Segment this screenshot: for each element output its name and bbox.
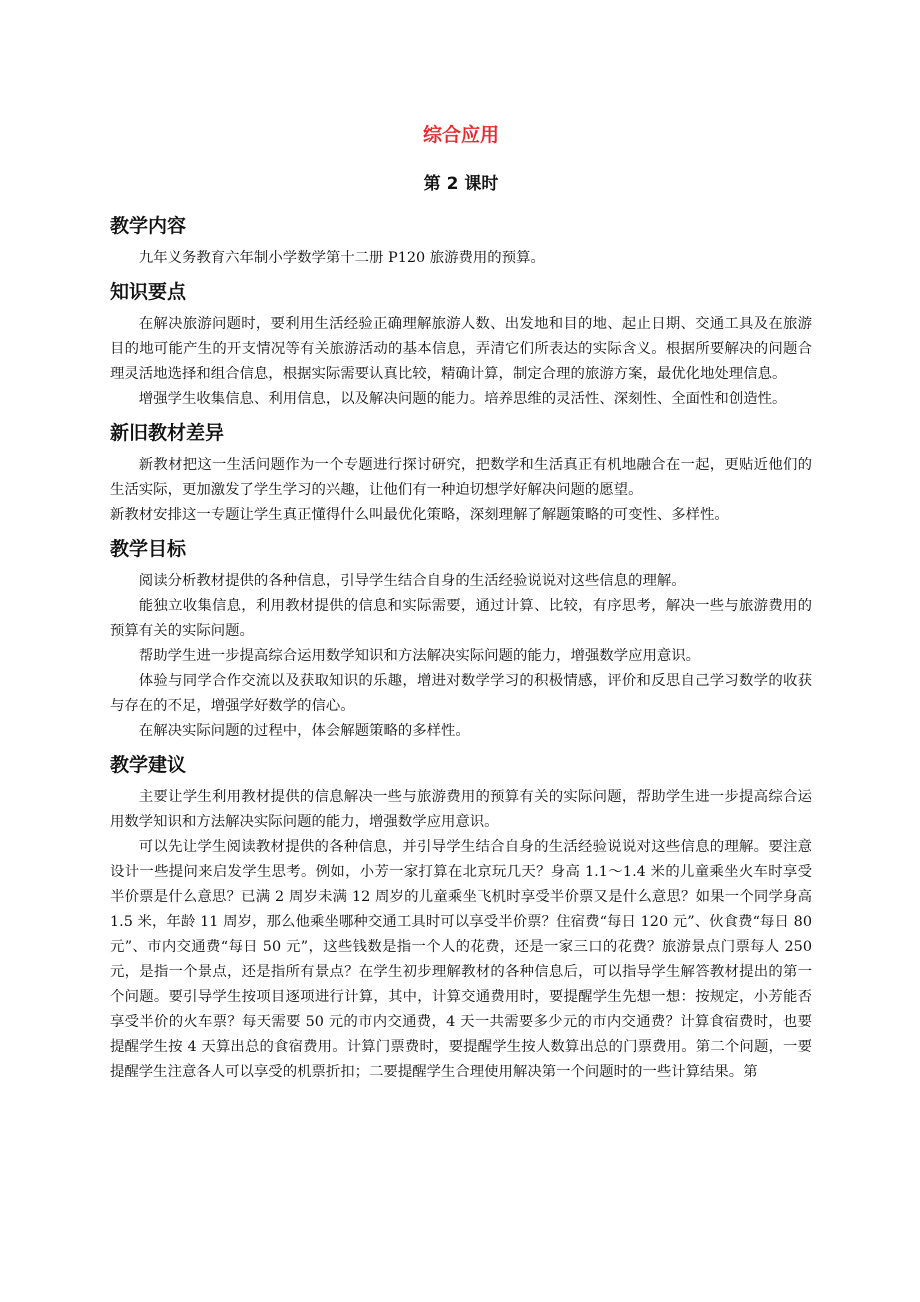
document-page: [110, 118, 812, 1091]
section: [110, 277, 812, 412]
section-heading: 教学内容: [110, 215, 187, 237]
body-paragraph: 在解决实际问题的过程中，体会解题策略的多样性。: [138, 723, 470, 739]
section: [110, 418, 812, 528]
document-title: 综合应用: [422, 124, 499, 146]
body-paragraph: 阅读分析教材提供的各种信息，引导学生结合自身的生活经验说说对这些信息的理解。: [138, 573, 686, 589]
body-paragraph: 可以先让学生阅读教材提供的各种信息，并引导学生结合自身的生活经验说说对这些信息的理解。要注意设计一些提问来启发学生思考。例如，小芳一家打算在北京玩几天？身高 1.1～1.4 米的儿童乘坐火车时享受半价票是什么意思？已满 2 周岁未满 12 周岁的儿童乘坐飞机时享受半价票又是什么意思？如果一个同学身高 1.5 米，年龄 11 周岁，那么他乘坐哪种交通工具时可以享受半价票？住宿费“每日 120 元”、伙食费“每日 80 元”、市内交通费“每日 50 元”，这些钱数是指一个人的花费，还是一家三口的花费？旅游景点门票每人 250 元，是指一个景点，还是指所有景点？在学生初步理解教材的各种信息后，可以指导学生解答教材提出的第一个问题。要引导学生按项目逐项进行计算，其中，计算交通费用时，要提醒学生先想一想：按规定，小芳能否享受半价的火车票？每天需要 50 元的市内交通费，4 天一共需要多少元的市内交通费？计算食宿费时，也要提醒学生按 4 天算出总的食宿费用。计算门票费时，要提醒学生按人数算出总的门票费用。第二个问题，一要提醒学生注意各人可以享受的机票折扣；二要提醒学生合理使用解决第一个问题时的一些计算结果。第: [110, 839, 812, 1080]
section-heading: 知识要点: [110, 281, 187, 303]
section: [110, 211, 812, 271]
body-paragraph: 新教材安排这一专题让学生真正懂得什么叫最优化策略，深刻理解了解题策略的可变性、多样性。: [110, 507, 729, 523]
section-heading: 新旧教材差异: [110, 422, 225, 444]
body-paragraph: 九年义务教育六年制小学数学第十二册 P120 旅游费用的预算。: [138, 250, 545, 266]
body-paragraph: 增强学生收集信息、利用信息，以及解决问题的能力。培养思维的灵活性、深刻性、全面性和创造性。: [138, 391, 787, 407]
body-paragraph: 主要让学生利用教材提供的信息解决一些与旅游费用的预算有关的实际问题，帮助学生进一步提高综合运用数学知识和方法解决实际问题的能力，增强数学应用意识。: [110, 789, 812, 830]
section-heading: 教学目标: [110, 538, 187, 560]
body-paragraph: 新教材把这一生活问题作为一个专题进行探讨研究，把数学和生活真正有机地融合在一起，更贴近他们的生活实际，更加激发了学生学习的兴趣，让他们有一种迫切想学好解决问题的愿望。: [110, 457, 812, 498]
document-body: [110, 211, 812, 1085]
section-heading: 教学建议: [110, 754, 187, 776]
body-paragraph: 帮助学生进一步提高综合运用数学知识和方法解决实际问题的能力，增强数学应用意识。: [138, 648, 701, 664]
section: [110, 750, 812, 1085]
body-paragraph: 在解决旅游问题时，要利用生活经验正确理解旅游人数、出发地和目的地、起止日期、交通工具及在旅游目的地可能产生的开支情况等有关旅游活动的基本信息，弄清它们所表达的实际含义。根据所要解决的问题合理灵活地选择和组合信息，根据实际需要认真比较，精确计算，制定合理的旅游方案，最优化地处理信息。: [110, 316, 812, 382]
body-paragraph: 体验与同学合作交流以及获取知识的乐趣，增进对数学学习的积极情感，评价和反思自己学习数学的收获与存在的不足，增强学好数学的信心。: [110, 673, 812, 714]
section: [110, 534, 812, 744]
body-paragraph: 能独立收集信息，利用教材提供的信息和实际需要，通过计算、比较，有序思考，解决一些与旅游费用的预算有关的实际问题。: [110, 598, 812, 639]
lesson-subtitle: 第 2 课时: [423, 174, 499, 194]
